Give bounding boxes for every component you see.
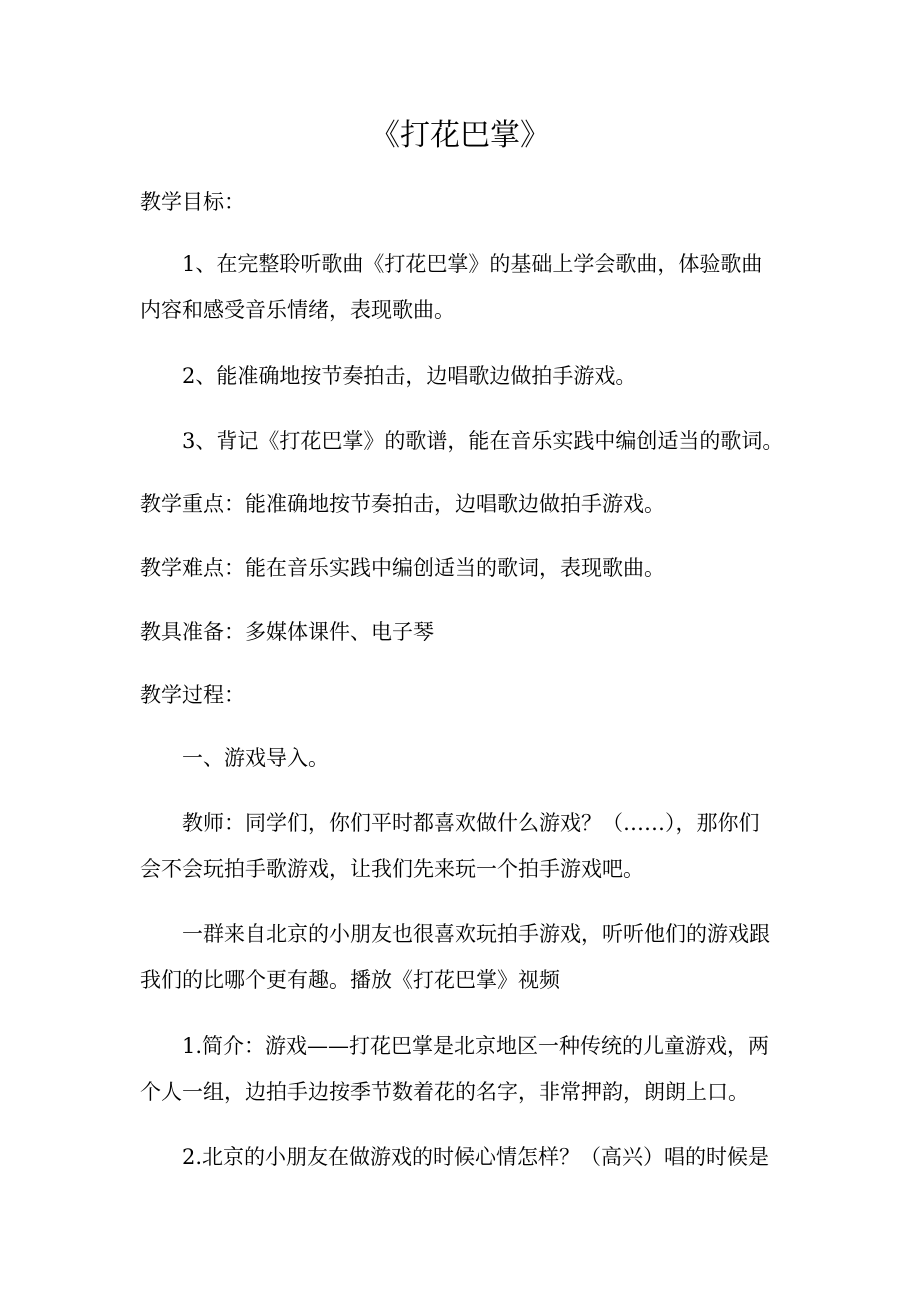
section-1-heading: 一、游戏导入。 bbox=[182, 746, 329, 770]
beijing-line-1: 一群来自北京的小朋友也很喜欢玩拍手游戏，听听他们的游戏跟 bbox=[182, 922, 770, 946]
beijing-line-2: 我们的比哪个更有趣。播放《打花巴掌》视频 bbox=[140, 968, 560, 992]
objective-1-line-1: 1、在完整聆听歌曲《打花巴掌》的基础上学会歌曲，体验歌曲 bbox=[182, 252, 763, 276]
teacher-line-1: 教师：同学们，你们平时都喜欢做什么游戏？（……），那你们 bbox=[182, 811, 760, 835]
intro-line-1: 1.简介：游戏——打花巴掌是北京地区一种传统的儿童游戏，两 bbox=[182, 1034, 770, 1058]
objective-2: 2、能准确地按节奏拍击，边唱歌边做拍手游戏。 bbox=[182, 364, 637, 388]
process-heading: 教学过程： bbox=[140, 683, 245, 707]
document-title: 《打花巴掌》 bbox=[370, 118, 550, 153]
materials: 教具准备：多媒体课件、电子琴 bbox=[140, 620, 434, 644]
objective-3: 3、背记《打花巴掌》的歌谱，能在音乐实践中编创适当的歌词。 bbox=[182, 429, 784, 453]
teacher-line-2: 会不会玩拍手歌游戏，让我们先来玩一个拍手游戏吧。 bbox=[140, 857, 644, 881]
intro-line-2: 个人一组，边拍手边按季节数着花的名字，非常押韵，朗朗上口。 bbox=[140, 1080, 749, 1104]
objectives-heading: 教学目标： bbox=[140, 190, 245, 214]
question-line-1: 2.北京的小朋友在做游戏的时候心情怎样？（高兴）唱的时候是 bbox=[182, 1145, 770, 1169]
key-point: 教学重点：能准确地按节奏拍击，边唱歌边做拍手游戏。 bbox=[140, 492, 665, 516]
difficulty: 教学难点：能在音乐实践中编创适当的歌词，表现歌曲。 bbox=[140, 556, 665, 580]
objective-1-line-2: 内容和感受音乐情绪，表现歌曲。 bbox=[140, 298, 455, 322]
